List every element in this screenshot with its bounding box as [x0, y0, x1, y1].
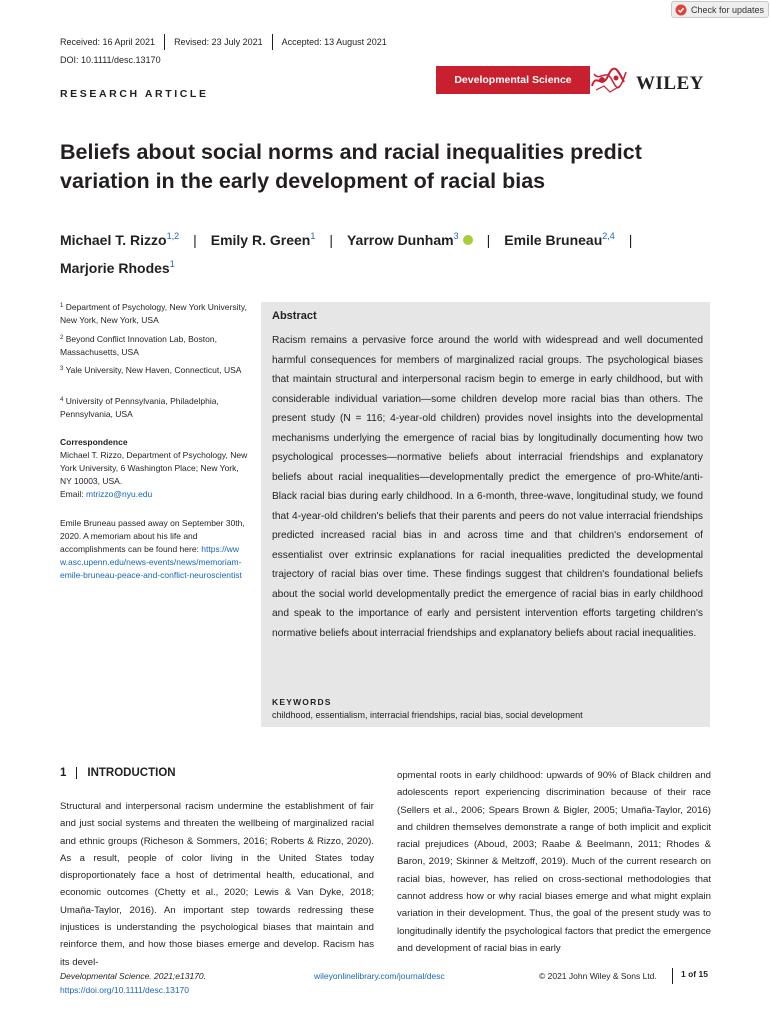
affiliation-number: 1	[60, 303, 64, 309]
keywords-text: childhood, essentialism, interracial friendships, racial bias, social development	[272, 710, 583, 720]
section-heading	[60, 767, 176, 779]
affiliation-number: 2	[60, 335, 64, 341]
check-for-updates-button[interactable]	[671, 1, 769, 18]
divider	[76, 767, 77, 779]
correspondence-text: Michael T. Rizzo, Department of Psychology, New York University, 6 Washington Place; New York, NY 10003, USA.	[60, 450, 248, 486]
abstract-heading: Abstract	[272, 310, 317, 322]
affiliation-ref[interactable]: 2,4	[602, 231, 615, 241]
section-number: 1	[60, 767, 67, 779]
affiliation	[60, 394, 250, 421]
journal-name: Developmental Science	[454, 74, 572, 86]
author-name[interactable]: Marjorie Rhodes	[60, 260, 170, 276]
orcid-icon[interactable]	[463, 235, 473, 245]
publisher-logo: WILEY	[636, 73, 704, 94]
memoriam-link[interactable]: https://www.asc.upenn.edu/news-events/news/memoriam-emile-bruneau-peace-and-conflict-neuroscientist	[60, 544, 242, 580]
author-list	[60, 224, 720, 280]
affiliation	[60, 332, 250, 359]
received-date: Received: 16 April 2021	[60, 37, 156, 47]
author-name[interactable]: Yarrow Dunham	[346, 232, 454, 248]
article-dates	[60, 36, 396, 48]
affiliation-ref[interactable]: 1	[169, 259, 175, 269]
footer-copyright: © 2021 John Wiley & Sons Ltd.	[539, 971, 657, 981]
email-link[interactable]: mtrizzo@nyu.edu	[85, 489, 153, 499]
page-number: 1 of 15	[681, 969, 708, 979]
affiliation-number: 3	[60, 366, 64, 372]
memoriam-text: Emile Bruneau passed away on September 30th, 2020. A memoriam about his life and accomplishments can be found here:	[60, 518, 245, 554]
article-title: Beliefs about social norms and racial inequalities predict variation in the early development of racial bias	[60, 140, 642, 193]
affiliation	[60, 300, 250, 327]
correspondence-heading: Correspondence	[60, 437, 128, 447]
affiliation-ref[interactable]: 1,2	[166, 231, 180, 241]
check-for-updates-label: Check for updates	[691, 4, 765, 15]
divider: |	[329, 232, 333, 248]
abstract-text: Racism remains a pervasive force around the world with widespread and well documented harmful consequences for members of marginalized racial groups. The psychological biases that maintain structural and interpersonal racism begin to emerge in early childhood, but with considerable individual variation—some children develop more racial bias than others. The present study (N = 116; 4-year-old children) provides novel insights into the developmental mechanisms underlying the emergence of racial bias by longitudinally documenting how two psychological processes—normative beliefs about interracial friendships and explanatory beliefs about racial inequalities—developmentally predict the emergence of pro-White/anti-Black racial bias during early childhood. In a 6-month, three-wave, longitudinal study, we found that 4-year-old children's beliefs that their parents and peers do not value interracial friendships predicted increased racial bias in and across time and that children's endorsement of essentialist over extrinsic explanations for racial inequalities predicted the developmental trajectory of racial bias over time. These findings suggest that children's foundational beliefs about the social world developmentally predict the emergence of racial bias in early childhood and speak to the importance of early and persistent intervention efforts targeting children's normative beliefs about interracial friendships and explanatory beliefs about racial inequalities.	[272, 335, 703, 639]
author-name[interactable]: Michael T. Rizzo	[60, 232, 167, 248]
affiliation-text: Department of Psychology, New York University, New York, New York, USA	[60, 302, 247, 325]
footer-site-link[interactable]: wileyonlinelibrary.com/journal/desc	[314, 971, 445, 981]
affiliation-text: University of Pennsylvania, Philadelphia, Pennsylvania, USA	[60, 396, 219, 419]
divider: |	[193, 232, 197, 248]
divider: |	[486, 232, 491, 248]
author-name[interactable]: Emile Bruneau	[504, 232, 603, 248]
accepted-date: Accepted: 13 August 2021	[281, 37, 387, 47]
doi: DOI: 10.1111/desc.13170	[60, 55, 161, 65]
section-title: INTRODUCTION	[87, 767, 176, 779]
journal-logo	[436, 66, 590, 94]
divider: |	[628, 232, 633, 248]
email-label: Email:	[60, 489, 86, 499]
body-paragraph: opmental roots in early childhood: upwards of 90% of Black children and adolescents report experiencing discrimination because of their race (Sellers et al., 2006; Spears Brown & Bigler, 2005; Umaña-Taylor, 2016) and children themselves demonstrate a range of both implicit and explicit racial prejudices (Aboud, 2003; Raabe & Beelmann, 2011; Rhodes & Baron, 2019; Skinner & Meltzoff, 2019). Much of the current research on racial bias, however, has relied on cross-sectional methodologies that cannot address how or why racial biases emerge and what might explain variation in their development. Thus, the goal of the present study was to longitudinally identify the psychological factors that predict the emergence and development of racial bias in early	[397, 770, 711, 954]
memoriam-note	[60, 517, 246, 582]
revised-date: Revised: 23 July 2021	[174, 37, 263, 47]
footer-journal: Developmental Science. 2021;e13170.	[60, 971, 207, 981]
affiliation-ref[interactable]: 3	[453, 231, 459, 241]
author-name[interactable]: Emily R. Green	[210, 232, 311, 248]
affiliation-ref[interactable]: 1	[310, 231, 316, 241]
footer-doi-link[interactable]: https://doi.org/10.1111/desc.13170	[60, 985, 190, 995]
affiliation-text: Beyond Conflict Innovation Lab, Boston, Massachusetts, USA	[60, 334, 217, 357]
keywords-heading: KEYWORDS	[272, 697, 332, 707]
divider	[672, 968, 673, 984]
affiliation	[60, 363, 250, 377]
update-icon	[675, 4, 687, 16]
journal-art-icon	[590, 66, 628, 94]
affiliation-text: Yale University, New Haven, Connecticut, USA	[65, 365, 242, 375]
correspondence	[60, 436, 250, 501]
footer-citation	[60, 969, 206, 997]
article-type: RESEARCH ARTICLE	[60, 88, 209, 100]
affiliation-number: 4	[60, 397, 64, 403]
body-paragraph: Structural and interpersonal racism undermine the establishment of fair and just social systems and threaten the wellbeing of marginalized racial and ethnic groups (Richeson & Sommers, 2016; Roberts & Rizzo, 2020). As a result, people of color living in the United States today disproportionately face a host of detrimental health, educational, and economic outcomes (Chetty et al., 2020; Lewis & Van Dyke, 2018; Umaña-Taylor, 2016). An important step towards redressing these injustices is understanding the psychological biases that maintain and reinforce them, and how those biases emerge and develop. Racism has its devel-	[60, 801, 374, 968]
